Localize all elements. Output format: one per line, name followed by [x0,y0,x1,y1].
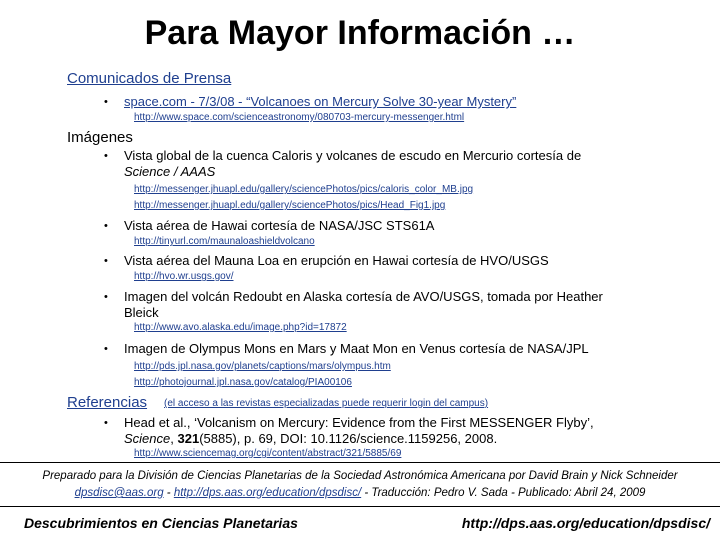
referencia-line2: Science, 321(5885), p. 69, DOI: 10.1126/science.1159256, 2008. [124,431,498,446]
credits-separator: - [163,487,174,499]
imagen-item-1-url1[interactable]: http://messenger.jhuapl.edu/gallery/sciencePhotos/pics/caloris_color_MB.jpg [134,184,474,195]
bullet: • [104,96,108,108]
referencia-volume: 321 [177,431,200,446]
imagen-item-1-line1: Vista global de la cuenca Caloris y volcanes de escudo en Mercurio cortesía de [124,148,582,163]
referencia-journal: Science [124,431,171,446]
referencia-url[interactable]: http://www.sciencemag.org/cgi/content/abstract/321/5885/69 [134,448,402,459]
imagen-item-4-line1: Imagen del volcán Redoubt en Alaska cortesía de AVO/USGS, tomada por Heather [124,289,603,304]
footer-left: Descubrimientos en Ciencias Planetarias [24,515,298,531]
section-heading-referencias[interactable]: Referencias [67,394,148,411]
bullet: • [104,343,108,355]
bullet: • [104,291,108,303]
credits-line1: Preparado para la División de Ciencias Planetarias de la Sociedad Astronómica Americana por David Brain y Nick Schneider [42,470,678,482]
imagen-item-4-url1[interactable]: http://www.avo.alaska.edu/image.php?id=17872 [134,322,347,333]
credits-rest: - Traducción: Pedro V. Sada - Publicado: Abril 24, 2009 [361,487,646,499]
credits-email-link[interactable]: dpsdisc@aas.org [74,487,164,499]
prensa-item-link[interactable]: space.com - 7/3/08 - “Volcanoes on Mercury Solve 30-year Mystery” [124,94,517,109]
imagen-item-5-line1: Imagen de Olympus Mons en Mars y Maat Mon en Venus cortesía de NASA/JPL [124,341,589,356]
credits-site-link[interactable]: http://dps.aas.org/education/dpsdisc/ [173,487,362,499]
bullet: • [104,150,108,162]
divider-bottom [0,506,720,507]
prensa-url[interactable]: http://www.space.com/scienceastronomy/080703-mercury-messenger.html [134,112,465,123]
referencia-line1: Head et al., ‘Volcanism on Mercury: Evidence from the First MESSENGER Flyby’, [124,415,594,430]
imagen-item-1-url2[interactable]: http://messenger.jhuapl.edu/gallery/sciencePhotos/pics/Head_Fig1.jpg [134,200,446,211]
imagen-item-1-line2: Science / AAAS [124,164,216,179]
credits-line2 [0,487,720,499]
imagen-item-5-url2[interactable]: http://photojournal.jpl.nasa.gov/catalog/PIA00106 [134,377,352,388]
page-title: Para Mayor Información … [144,14,576,52]
divider-top [0,462,720,463]
section-heading-imagenes: Imágenes [67,129,133,146]
bullet: • [104,255,108,267]
imagen-item-3-url1[interactable]: http://hvo.wr.usgs.gov/ [134,271,234,282]
section-heading-prensa[interactable]: Comunicados de Prensa [67,70,232,87]
referencia-rest: (5885), p. 69, DOI: 10.1126/science.1159256, 2008. [199,431,498,446]
imagen-item-5-url1[interactable]: http://pds.jpl.nasa.gov/planets/captions/mars/olympus.htm [134,361,391,372]
imagen-item-3-line1: Vista aérea del Mauna Loa en erupción en Hawai cortesía de HVO/USGS [124,253,549,268]
imagen-item-2-url1[interactable]: http://tinyurl.com/maunaloashieldvolcano [134,236,315,247]
footer-right-url[interactable]: http://dps.aas.org/education/dpsdisc/ [461,515,710,531]
bullet: • [104,417,108,429]
bullet: • [104,220,108,232]
referencias-note: (el acceso a las revistas especializadas puede requerir login del campus) [164,398,489,409]
imagen-item-4-line2: Bleick [124,305,159,320]
imagen-item-2-line1: Vista aérea de Hawai cortesía de NASA/JSC STS61A [124,218,435,233]
